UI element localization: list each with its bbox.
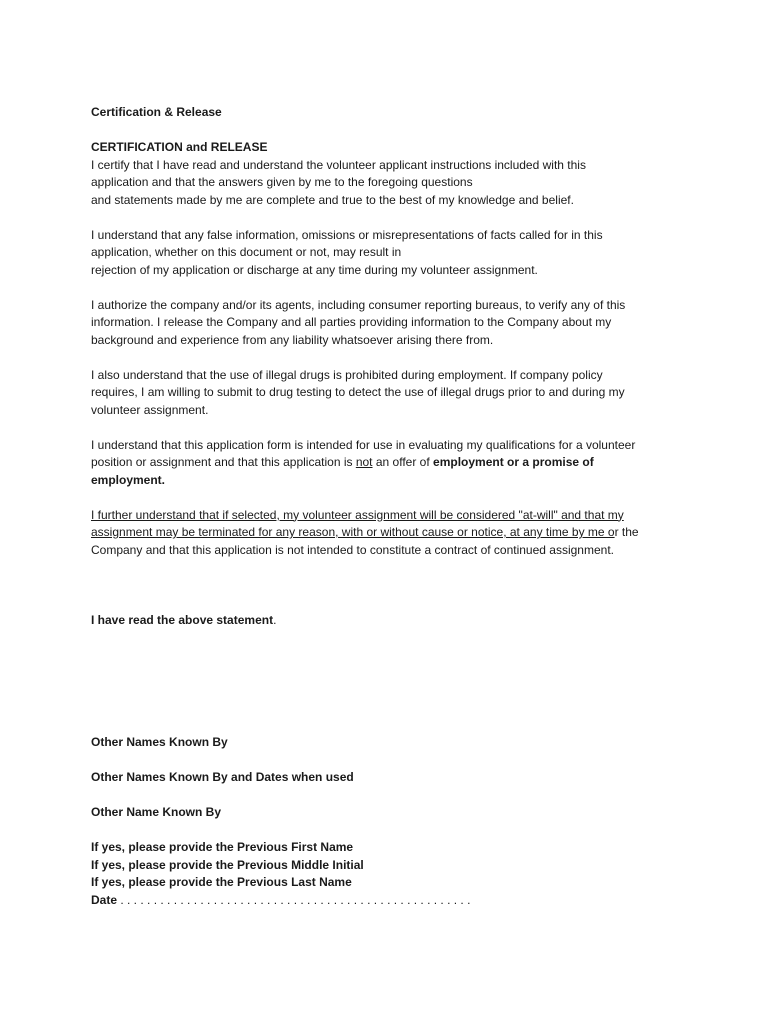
- spacer: [91, 629, 691, 734]
- other-name-label: Other Name Known By: [91, 805, 222, 819]
- paragraph-line: I understand that this application form is intended for use in evaluating my qualifications for a volunteer: [91, 437, 636, 452]
- spacer: [91, 787, 691, 805]
- read-statement-period: .: [273, 612, 277, 627]
- drugs-paragraph: [91, 367, 691, 420]
- other-names-label: Other Names Known By: [91, 735, 228, 749]
- authorize-paragraph: [91, 297, 691, 350]
- paragraph-line: application, whether on this document or not, may result in: [91, 245, 402, 259]
- paragraph-line: I also understand that the use of illegal drugs is prohibited during employment. If company policy: [91, 367, 603, 382]
- underlined-text-run: assignment may be terminated for any reason, with or without cause or notice, at any time by me o: [91, 525, 615, 539]
- paragraph-line: I understand that any false information, omissions or misrepresentations of facts called for in this: [91, 227, 603, 242]
- underlined-not: not: [355, 455, 373, 469]
- document-heading: Certification & Release: [91, 105, 222, 119]
- certify-paragraph: [91, 157, 691, 210]
- text-run: r the: [614, 525, 639, 539]
- spacer: [91, 122, 691, 140]
- previous-last-name-label: If yes, please provide the Previous Last Name: [91, 875, 352, 889]
- paragraph-line: I authorize the company and/or its agents, including consumer reporting bureaus, to verify any of this: [91, 297, 626, 312]
- date-field[interactable]: [91, 892, 691, 910]
- paragraph-line: I further understand that if selected, my volunteer assignment will be considered "at-will" and that my: [91, 507, 624, 522]
- date-dotted-line: . . . . . . . . . . . . . . . . . . . . . . . . . . . . . . . . . . . . . . . . . . . . . . . . . . . . .: [117, 892, 471, 907]
- other-names-dates-label: Other Names Known By and Dates when used: [91, 770, 354, 784]
- read-statement-text: I have read the above statement: [91, 612, 274, 627]
- bold-text-run: employment or a promise of: [433, 455, 594, 469]
- date-label: Date: [91, 892, 118, 907]
- paragraph-line: Company and that this application is not intended to constitute a contract of continued assignment.: [91, 542, 614, 557]
- spacer: [91, 822, 691, 840]
- paragraph-line: [91, 454, 691, 472]
- paragraph-line: background and experience from any liability whatsoever arising there from.: [91, 332, 494, 347]
- paragraph-line: rejection of my application or discharge at any time during my volunteer assignment.: [91, 262, 538, 277]
- paragraph-line: volunteer assignment.: [91, 402, 209, 417]
- paragraph-line: employment.: [91, 472, 166, 487]
- document-page: [91, 104, 691, 909]
- paragraph-line: requires, I am willing to submit to drug testing to detect the use of illegal drugs prior to and during my: [91, 385, 625, 399]
- text-run: an offer of: [372, 455, 434, 469]
- previous-middle-initial-label: If yes, please provide the Previous Middle Initial: [91, 857, 364, 872]
- text-run: position or assignment and that this application is: [91, 455, 356, 469]
- application-form-paragraph: [91, 437, 691, 490]
- paragraph-line: information. I release the Company and all parties providing information to the Company about my: [91, 315, 612, 329]
- previous-first-name-label: If yes, please provide the Previous First Name: [91, 840, 354, 854]
- at-will-paragraph: [91, 507, 691, 560]
- spacer: [91, 577, 691, 612]
- paragraph-line: and statements made by me are complete and true to the best of my knowledge and belief.: [91, 192, 574, 207]
- spacer: [91, 752, 691, 770]
- paragraph-line: [91, 524, 691, 542]
- false-info-paragraph: [91, 227, 691, 280]
- section-title: CERTIFICATION and RELEASE: [91, 140, 268, 154]
- paragraph-line: I certify that I have read and understand the volunteer applicant instructions included with this: [91, 157, 586, 172]
- read-statement: [91, 612, 691, 630]
- paragraph-line: application and that the answers given by me to the foregoing questions: [91, 175, 473, 189]
